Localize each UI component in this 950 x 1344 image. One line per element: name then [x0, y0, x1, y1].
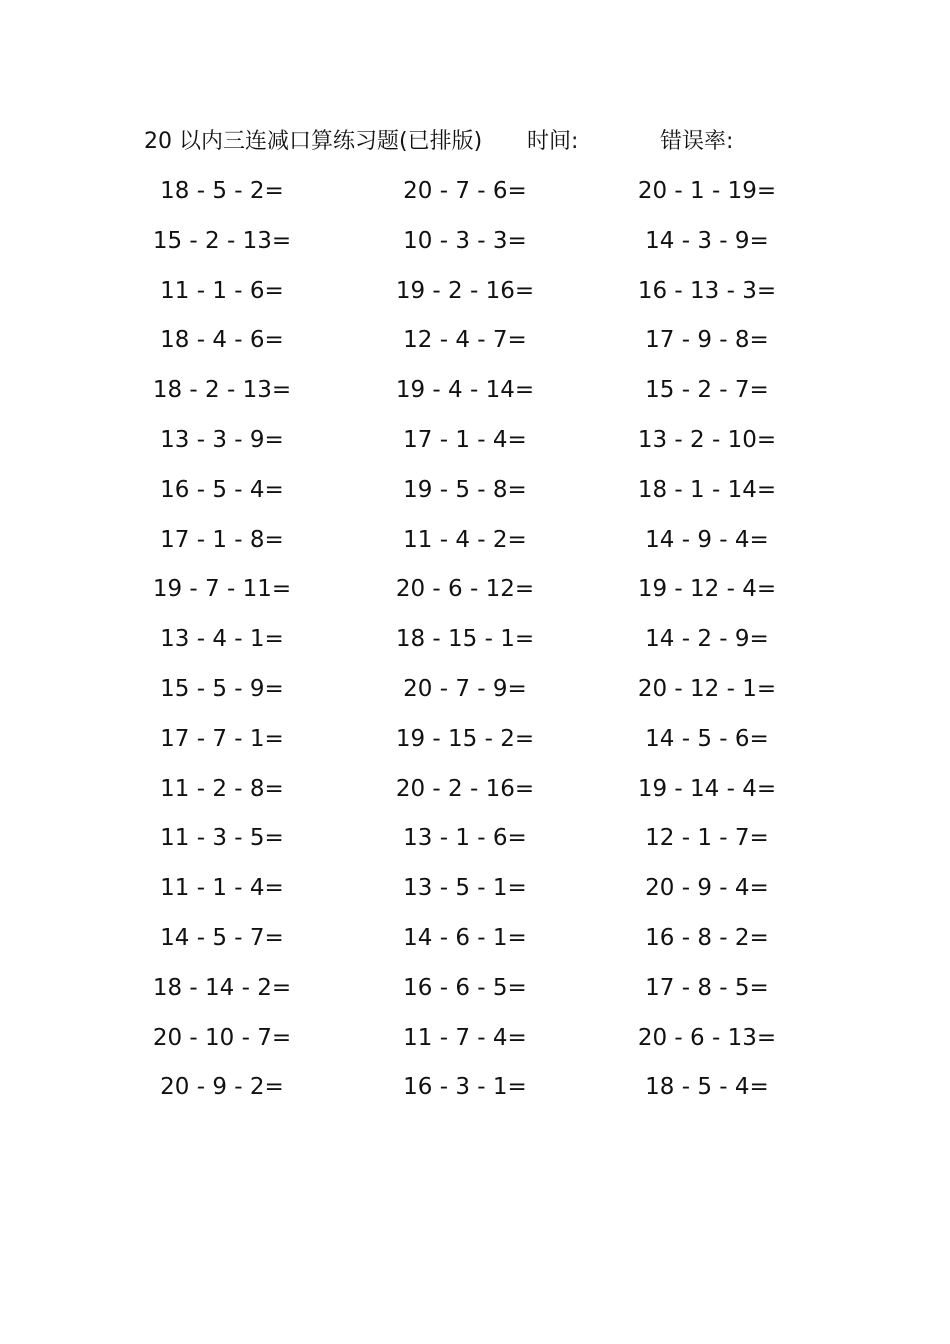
math-problem: 18 - 2 - 13=: [152, 377, 292, 404]
math-problem: 14 - 6 - 1=: [403, 924, 527, 951]
math-problem: 11 - 4 - 2=: [403, 526, 527, 553]
math-problem: 20 - 7 - 9=: [403, 675, 527, 702]
math-problem: 20 - 9 - 4=: [645, 875, 769, 902]
problem-row: [0, 173, 950, 223]
math-problem: 13 - 4 - 1=: [160, 626, 284, 653]
math-problem: 15 - 2 - 13=: [152, 227, 292, 254]
problem-row: [0, 920, 950, 970]
problem-row: [0, 671, 950, 721]
math-problem: 15 - 5 - 9=: [160, 675, 284, 702]
math-problem: 18 - 4 - 6=: [160, 327, 284, 354]
math-problem: 17 - 9 - 8=: [645, 327, 769, 354]
math-problem: 20 - 2 - 16=: [395, 775, 535, 802]
problem-row: [0, 820, 950, 870]
math-problem: 19 - 14 - 4=: [637, 775, 777, 802]
math-problem: 18 - 5 - 4=: [645, 1074, 769, 1101]
problem-row: [0, 472, 950, 522]
math-problem: 14 - 3 - 9=: [645, 227, 769, 254]
math-problem: 16 - 8 - 2=: [645, 924, 769, 951]
math-problem: 16 - 13 - 3=: [637, 277, 777, 304]
math-problem: 14 - 2 - 9=: [645, 626, 769, 653]
problem-row: [0, 422, 950, 472]
math-problem: 12 - 1 - 7=: [645, 825, 769, 852]
math-problem: 13 - 2 - 10=: [637, 426, 777, 453]
math-problem: 16 - 6 - 5=: [403, 974, 527, 1001]
math-problem: 20 - 10 - 7=: [152, 1024, 292, 1051]
math-problem: 20 - 7 - 6=: [403, 178, 527, 204]
problem-row: [0, 273, 950, 323]
error-rate-label: 错误率:: [660, 129, 734, 154]
problem-row: [0, 372, 950, 422]
math-problem: 20 - 1 - 19=: [637, 178, 777, 204]
math-problem: 10 - 3 - 3=: [403, 227, 527, 254]
math-problem: 18 - 5 - 2=: [160, 178, 284, 204]
math-problem: 20 - 6 - 12=: [395, 576, 535, 603]
math-problem: 20 - 9 - 2=: [160, 1074, 284, 1101]
problem-row: [0, 1020, 950, 1070]
problem-row: [0, 970, 950, 1020]
math-problem: 11 - 7 - 4=: [403, 1024, 527, 1051]
math-problem: 14 - 5 - 7=: [160, 924, 284, 951]
problem-row: [0, 621, 950, 671]
math-problem: 11 - 1 - 4=: [160, 875, 284, 902]
math-problem: 17 - 1 - 8=: [160, 526, 284, 553]
problem-grid: [0, 173, 950, 1119]
math-problem: 15 - 2 - 7=: [645, 377, 769, 404]
math-problem: 16 - 5 - 4=: [160, 476, 284, 503]
worksheet-title: 20 以内三连减口算练习题(已排版): [144, 129, 483, 154]
math-problem: 19 - 2 - 16=: [395, 277, 535, 304]
math-problem: 18 - 15 - 1=: [395, 626, 535, 653]
math-problem: 14 - 9 - 4=: [645, 526, 769, 553]
math-problem: 20 - 6 - 13=: [637, 1024, 777, 1051]
worksheet-header: [0, 124, 950, 160]
problem-row: [0, 322, 950, 372]
math-problem: 19 - 4 - 14=: [395, 377, 535, 404]
math-problem: 19 - 7 - 11=: [152, 576, 292, 603]
time-label: 时间:: [527, 129, 579, 154]
problem-row: [0, 870, 950, 920]
math-problem: 19 - 12 - 4=: [637, 576, 777, 603]
math-problem: 16 - 3 - 1=: [403, 1074, 527, 1101]
math-problem: 20 - 12 - 1=: [637, 675, 777, 702]
problem-row: [0, 721, 950, 771]
math-problem: 18 - 1 - 14=: [637, 476, 777, 503]
math-problem: 19 - 5 - 8=: [403, 476, 527, 503]
math-problem: 11 - 3 - 5=: [160, 825, 284, 852]
math-problem: 14 - 5 - 6=: [645, 725, 769, 752]
math-problem: 19 - 15 - 2=: [395, 725, 535, 752]
math-problem: 13 - 5 - 1=: [403, 875, 527, 902]
problem-row: [0, 522, 950, 572]
math-problem: 17 - 8 - 5=: [645, 974, 769, 1001]
math-problem: 17 - 1 - 4=: [403, 426, 527, 453]
problem-row: [0, 771, 950, 821]
problem-row: [0, 223, 950, 273]
math-problem: 13 - 1 - 6=: [403, 825, 527, 852]
problem-row: [0, 1069, 950, 1119]
math-problem: 11 - 2 - 8=: [160, 775, 284, 802]
math-problem: 12 - 4 - 7=: [403, 327, 527, 354]
math-problem: 11 - 1 - 6=: [160, 277, 284, 304]
math-problem: 13 - 3 - 9=: [160, 426, 284, 453]
problem-row: [0, 571, 950, 621]
math-problem: 17 - 7 - 1=: [160, 725, 284, 752]
math-problem: 18 - 14 - 2=: [152, 974, 292, 1001]
